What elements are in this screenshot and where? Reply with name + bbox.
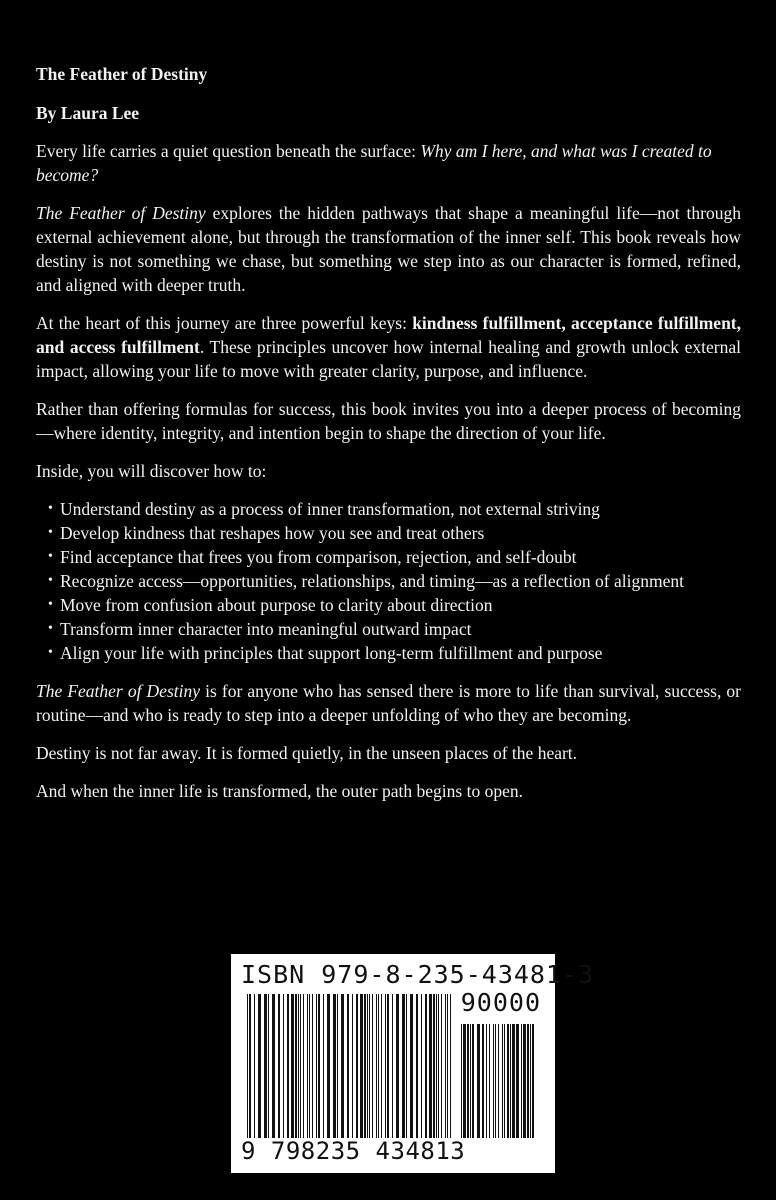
bullet-icon: • <box>48 549 53 564</box>
barcode-bar <box>507 1024 509 1138</box>
barcode-bar <box>387 994 389 1138</box>
barcode-bar <box>467 1024 469 1138</box>
barcode-bar <box>512 1024 515 1138</box>
barcode-bar <box>316 994 317 1138</box>
barcode-bar <box>309 994 310 1138</box>
barcode-bar <box>392 994 393 1138</box>
barcode-bar <box>486 1024 487 1138</box>
barcode-bar <box>410 994 413 1138</box>
list-item <box>36 569 741 593</box>
book-title: The Feather of Destiny <box>36 64 208 84</box>
barcode-bar <box>337 994 338 1138</box>
barcode-bar <box>472 1024 474 1138</box>
barcode-bar <box>433 994 435 1138</box>
intro-text: Every life carries a quiet question beneath the surface: <box>36 141 421 161</box>
barcode-bar <box>482 1024 484 1138</box>
barcode-bar <box>416 994 418 1138</box>
audience-paragraph <box>36 679 741 727</box>
list-item <box>36 593 741 617</box>
discover-list <box>36 497 741 665</box>
barcode-bar <box>381 994 382 1138</box>
barcode-bar <box>502 1024 503 1138</box>
overview-text: explores the hidden pathways that shape a meaningful life—not through external achievement alone, but through the transformation of the inner self. This book reveals how destiny is not something we chase, but something we step into as our character is formed, refined, and aligned with deeper truth. <box>36 203 742 295</box>
barcode-bar <box>493 1024 494 1138</box>
barcode-bar <box>438 994 439 1138</box>
list-item <box>36 521 741 545</box>
barcode-bar <box>254 994 255 1138</box>
bullet-icon: • <box>48 525 53 540</box>
audience-text: is for anyone who has sensed there is more to life than survival, success, or routine—and who is ready to step into a deeper unfolding of who they are becoming. <box>36 681 741 725</box>
barcode-bar <box>291 994 294 1138</box>
list-item-text: Align your life with principles that support long-term fulfillment and purpose <box>60 643 603 663</box>
list-item <box>36 617 741 641</box>
intro-paragraph <box>36 139 741 187</box>
back-cover-text <box>36 62 741 817</box>
barcode-bar <box>470 1024 471 1138</box>
barcode-bar <box>510 1024 511 1138</box>
barcode-bar <box>498 1024 499 1138</box>
barcode-bar <box>283 994 284 1138</box>
list-item-text: Develop kindness that reshapes how you see and treat others <box>60 523 485 543</box>
barcode-bar <box>489 1024 490 1138</box>
barcode-bar <box>521 1024 522 1138</box>
list-item <box>36 497 741 521</box>
barcode-bar <box>429 994 432 1138</box>
price-code: 90000 <box>460 988 541 1017</box>
book-author: By Laura Lee <box>36 103 140 123</box>
barcode-bar <box>278 994 280 1138</box>
bullet-icon: • <box>48 597 53 612</box>
audience-book-title: The Feather of Destiny <box>36 681 200 701</box>
keys-bold: kindness fulfillment, acceptance fulfillment, and access fulfillment <box>36 313 741 357</box>
barcode-bar <box>303 994 304 1138</box>
overview-book-title: The Feather of Destiny <box>36 203 206 223</box>
barcode-bar <box>369 994 370 1138</box>
list-item-text: Recognize access—opportunities, relationships, and timing—as a reflection of alignment <box>60 571 684 591</box>
barcode-bar <box>461 1024 462 1138</box>
keys-text-b: . These principles uncover how internal healing and growth unlock external impact, allowing your life to move with greater clarity, purpose, and influence. <box>36 337 741 381</box>
barcode-bar <box>247 994 248 1138</box>
bullet-icon: • <box>48 501 53 516</box>
list-item-text: Transform inner character into meaningful outward impact <box>60 619 472 639</box>
barcode-bar <box>530 1024 531 1138</box>
barcode-bar <box>436 994 437 1138</box>
bullet-icon: • <box>48 573 53 588</box>
destiny-paragraph: Destiny is not far away. It is formed quietly, in the unseen places of the heart. <box>36 743 578 763</box>
barcode-bar <box>249 994 251 1138</box>
barcode-bar <box>516 1024 519 1138</box>
barcode-bar <box>323 994 324 1138</box>
barcode-bar <box>356 994 358 1138</box>
barcode-bar <box>425 994 427 1138</box>
barcode-bar <box>441 994 442 1138</box>
barcode-bar <box>477 1024 480 1138</box>
barcode-bar <box>396 994 399 1138</box>
inside-intro: Inside, you will discover how to: <box>36 461 267 481</box>
closing-paragraph: And when the inner life is transformed, the outer path begins to open. <box>36 781 523 801</box>
overview-paragraph <box>36 201 741 297</box>
intro-question: Why am I here, and what was I created to become? <box>36 141 712 185</box>
keys-text-a: At the heart of this journey are three powerful keys: <box>36 313 413 333</box>
barcode-bar <box>378 994 379 1138</box>
barcode-bar <box>268 994 269 1138</box>
barcode-bar <box>258 994 261 1138</box>
barcode-bar <box>298 994 299 1138</box>
barcode-bar <box>463 1024 466 1138</box>
barcode-bar <box>272 994 275 1138</box>
barcode-bar <box>327 994 330 1138</box>
isbn-label: ISBN 979-8-235-43481-3 <box>241 960 595 989</box>
barcode-bar <box>295 994 297 1138</box>
bullet-icon: • <box>48 645 53 660</box>
barcode-bar <box>287 994 289 1138</box>
barcode-bar <box>360 994 363 1138</box>
barcode-bar <box>527 1024 529 1138</box>
barcode-bar <box>347 994 349 1138</box>
barcode-bar <box>421 994 422 1138</box>
barcode-bar <box>300 994 301 1138</box>
bullet-icon: • <box>48 621 53 636</box>
isbn-barcode <box>231 954 595 1173</box>
barcode-bar <box>372 994 373 1138</box>
barcode-bar <box>376 994 377 1138</box>
barcode-bar <box>312 994 313 1138</box>
barcode-bar <box>532 1024 534 1138</box>
barcode-bar <box>341 994 344 1138</box>
keys-paragraph <box>36 311 741 383</box>
barcode-bar <box>333 994 336 1138</box>
becoming-paragraph: Rather than offering formulas for success, this book invites you into a deeper process of becoming—where identity, integrity, and intention begin to shape the direction of your life. <box>36 399 741 443</box>
barcode-bar <box>445 994 446 1138</box>
barcode-bar <box>318 994 320 1138</box>
list-item-text: Understand destiny as a process of inner transformation, not external striving <box>60 499 600 519</box>
barcode-bar <box>450 994 451 1138</box>
barcode-bar <box>495 1024 496 1138</box>
barcode-bar <box>307 994 308 1138</box>
barcode-bar <box>406 994 407 1138</box>
barcode-bar <box>264 994 267 1138</box>
barcode-bar <box>385 994 386 1138</box>
barcode-bar <box>367 994 368 1138</box>
barcode-bar <box>447 994 448 1138</box>
barcode-bar <box>352 994 353 1138</box>
barcode-bar <box>402 994 405 1138</box>
list-item-text: Move from confusion about purpose to clarity about direction <box>60 595 493 615</box>
barcode-bar <box>523 1024 526 1138</box>
list-item <box>36 545 741 569</box>
list-item-text: Find acceptance that frees you from comparison, rejection, and self-doubt <box>60 547 577 567</box>
barcode-bar <box>364 994 366 1138</box>
list-item <box>36 641 741 665</box>
ean-digits: 9 798235 434813 <box>241 1137 466 1165</box>
barcode-bar <box>504 1024 505 1138</box>
